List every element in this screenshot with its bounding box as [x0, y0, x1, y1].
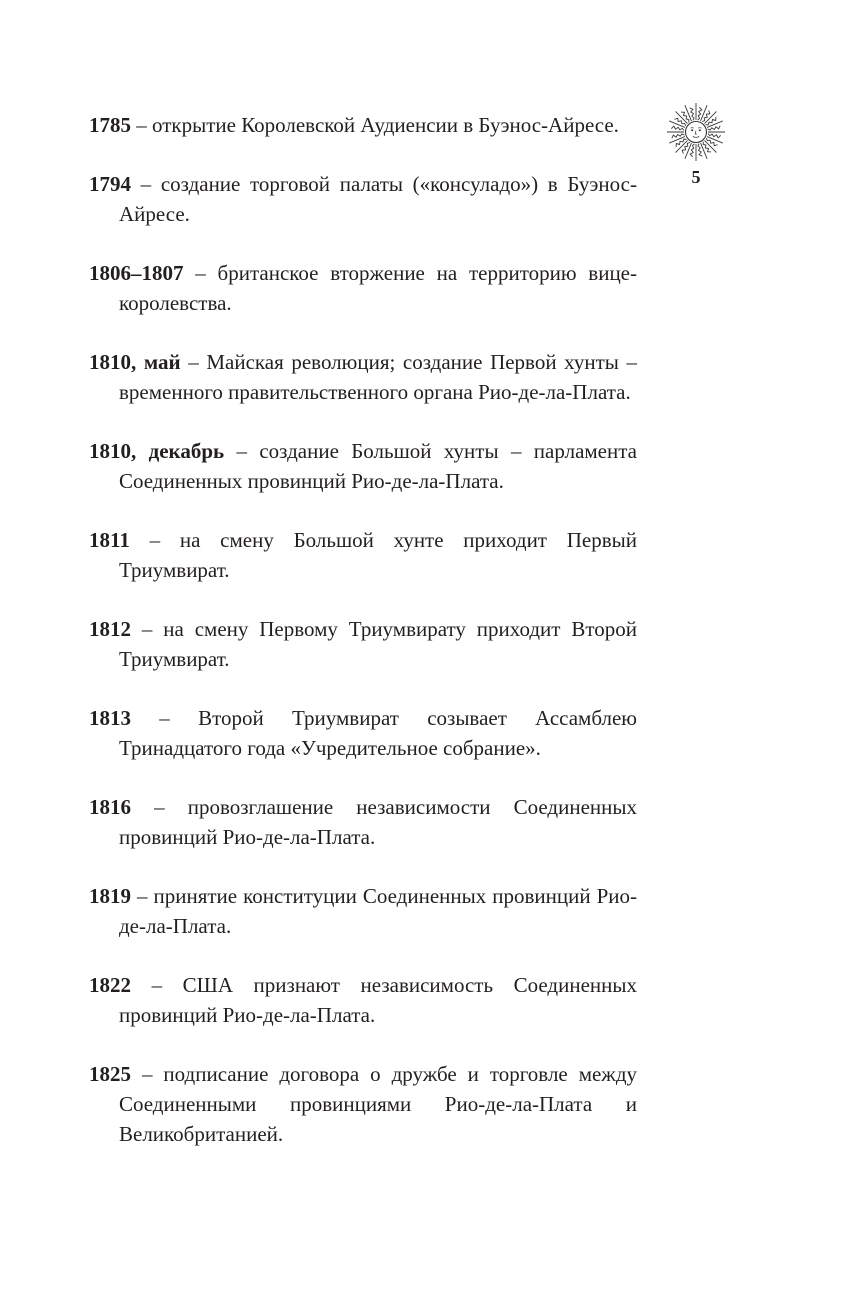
sun-ray: [669, 121, 685, 128]
chronology-entry: [89, 792, 637, 852]
chronology-entry: [89, 614, 637, 674]
entry-year: 1816: [89, 795, 131, 819]
entry-year: 1819: [89, 884, 131, 908]
entry-text: – Майская революция; создание Первой хунты – временного правительственного органа Рио-де-ла-Плата.: [119, 350, 637, 404]
entry-text: – принятие конституции Соединенных провинций Рио-де-ла-Плата.: [119, 884, 637, 938]
entry-text: – британское вторжение на территорию вице-королевства.: [119, 261, 637, 315]
entry-text: – на смену Первому Триумвирату приходит Второй Триумвират.: [119, 617, 637, 671]
entry-text: – США признают независимость Соединенных провинций Рио-де-ла-Плата.: [119, 973, 637, 1027]
sun-ray: [685, 143, 692, 159]
entry-text: – провозглашение независимости Соединенных провинций Рио-де-ла-Плата.: [119, 795, 637, 849]
sun-ray: [701, 105, 708, 121]
entry-year: 1806–1807: [89, 261, 184, 285]
entry-year: 1794: [89, 172, 131, 196]
chronology-entry: [89, 169, 637, 229]
chronology-entry: [89, 703, 637, 763]
sun-of-may-icon: [665, 101, 727, 163]
entry-text: – подписание договора о дружбе и торговле между Соединенными провинциями Рио-де-ла-Плата и Великобританией.: [119, 1062, 637, 1146]
chronology-entry: [89, 970, 637, 1030]
chronology-entry: [89, 436, 637, 496]
entry-year: 1810, май: [89, 350, 181, 374]
sun-ray: [708, 134, 721, 138]
entry-text: – открытие Королевской Аудиенсии в Буэнос-Айресе.: [131, 113, 619, 137]
page-number: 5: [691, 167, 701, 187]
sun-ray: [671, 126, 684, 130]
entry-text: – создание Большой хунты – парламента Соединенных провинций Рио-де-ла-Плата.: [119, 439, 637, 493]
entry-year: 1810, декабрь: [89, 439, 225, 463]
chronology-entry: [89, 881, 637, 941]
chronology-entry: [89, 258, 637, 318]
entry-year: 1811: [89, 528, 130, 552]
chronology-list: [89, 110, 637, 1178]
entry-text: – создание торговой палаты («консуладо») в Буэнос-Айресе.: [119, 172, 637, 226]
entry-year: 1813: [89, 706, 131, 730]
entry-text: – Второй Триумвират созывает Ассамблею Тринадцатого года «Учредительное собрание».: [119, 706, 637, 760]
entry-year: 1785: [89, 113, 131, 137]
chronology-entry: [89, 110, 637, 140]
entry-year: 1825: [89, 1062, 131, 1086]
entry-year: 1822: [89, 973, 131, 997]
entry-year: 1812: [89, 617, 131, 641]
entry-text: – на смену Большой хунте приходит Первый Триумвират.: [119, 528, 637, 582]
sun-ray: [690, 144, 694, 157]
sun-ray: [707, 137, 723, 144]
sun-ray: [698, 107, 702, 120]
chronology-entry: [89, 1059, 637, 1149]
chronology-entry: [89, 525, 637, 585]
chronology-entry: [89, 347, 637, 407]
